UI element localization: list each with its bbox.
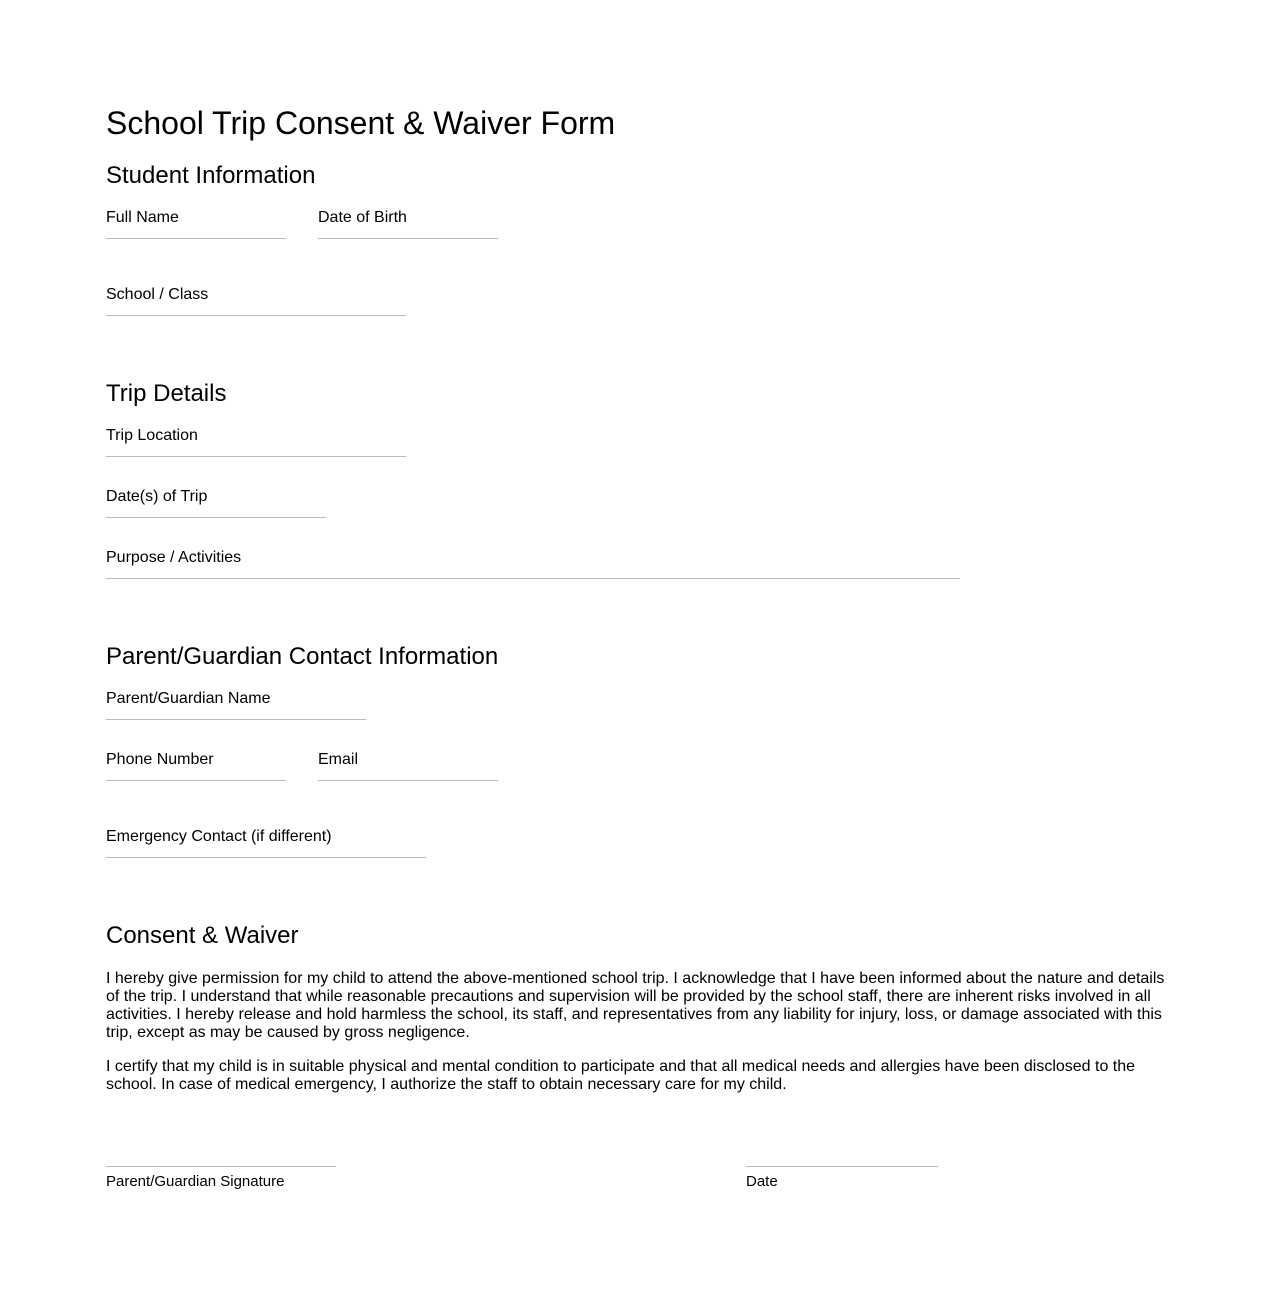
full-name-field — [106, 208, 286, 228]
full-name-input[interactable] — [106, 238, 286, 239]
form-title: School Trip Consent & Waiver Form — [106, 105, 616, 141]
student-info-heading: Student Information — [106, 162, 316, 189]
parent-name-label: Parent/Guardian Name — [106, 690, 271, 707]
emergency-contact-field — [106, 827, 426, 847]
trip-purpose-input[interactable] — [106, 578, 960, 579]
parent-info-heading: Parent/Guardian Contact Information — [106, 643, 499, 670]
school-class-field — [106, 285, 406, 305]
email-input[interactable] — [318, 780, 498, 781]
dob-input[interactable] — [318, 238, 498, 239]
signature-label: Parent/Guardian Signature — [106, 1173, 285, 1190]
email-field — [318, 750, 498, 770]
consent-paragraph-1: I hereby give permission for my child to attend the above-mentioned school trip. I acknowledge that I have been informed about the nature and details of the trip. I understand that while reasonable precautions and supervision will be provided by the school staff, there are inherent risks involved in all activities. I hereby release and hold harmless the school, its staff, and representatives from any liability for injury, loss, or damage associated with this trip, except as may be caused by gross negligence. — [106, 970, 1165, 1041]
trip-purpose-label: Purpose / Activities — [106, 549, 242, 566]
trip-details-heading: Trip Details — [106, 380, 227, 407]
trip-dates-input[interactable] — [106, 517, 326, 518]
consent-paragraph-2: I certify that my child is in suitable physical and mental condition to participate and that all medical needs and allergies have been disclosed to the school. In case of medical emergency, I authorize the staff to obtain necessary care for my child. — [106, 1058, 1136, 1093]
trip-location-input[interactable] — [106, 456, 406, 457]
trip-dates-label: Date(s) of Trip — [106, 488, 208, 505]
date-label: Date — [746, 1173, 778, 1190]
dob-label: Date of Birth — [318, 209, 407, 226]
trip-location-field — [106, 426, 406, 446]
consent-heading: Consent & Waiver — [106, 922, 299, 949]
dob-field — [318, 208, 498, 228]
trip-location-label: Trip Location — [106, 427, 198, 444]
phone-label: Phone Number — [106, 751, 214, 768]
emergency-contact-input[interactable] — [106, 857, 426, 858]
trip-dates-field — [106, 487, 326, 507]
parent-name-field — [106, 689, 366, 709]
school-class-input[interactable] — [106, 315, 406, 316]
school-class-label: School / Class — [106, 286, 209, 303]
emergency-contact-label: Emergency Contact (if different) — [106, 828, 332, 845]
date-line[interactable] — [746, 1166, 938, 1167]
trip-purpose-field — [106, 548, 960, 568]
email-label: Email — [318, 751, 359, 768]
parent-name-input[interactable] — [106, 719, 366, 720]
phone-field — [106, 750, 286, 770]
signature-line[interactable] — [106, 1166, 336, 1167]
full-name-label: Full Name — [106, 209, 179, 226]
phone-input[interactable] — [106, 780, 286, 781]
